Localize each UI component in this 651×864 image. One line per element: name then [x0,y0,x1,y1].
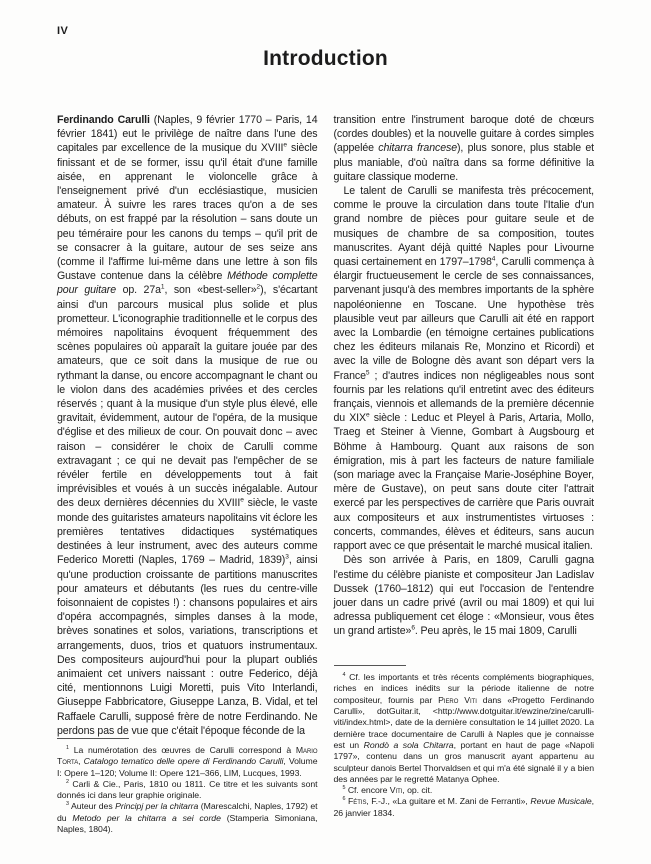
footnote-separator [334,665,406,666]
text-columns [57,113,595,835]
body-paragraph: transition entre l'instrument baroque doté de chœurs (cordes doubles) et la nouvelle guitare à cordes simples (appelée chitarra francese), plus sonore, plus stable et plus maniable, d'où naîtra dans sa forme définitive la guitare classique moderne. [333,114,594,183]
page-title: Introduction [263,47,388,70]
body-paragraph: Dès son arrivée à Paris, en 1809, Carulli gagna l'estime du célèbre pianiste et compositeur Jan Ladislav Dussek (1760–1812) qui eut l'occasion de l'entendre jouer dans un cadre privé (avril ou mai 1809) et qui lui adressa publiquement cet éloge : «Monsieur, vous êtes un grand artiste»$^6$. Peu après, le 15 mai 1809, Carulli [333,554,594,638]
body-paragraph: Le talent de Carulli se manifesta très précocement, comme le prouve la circulation dans toute l'Italie d'un grand nombre de pièces pour guitare seule et de musiques de chambre de sa composition, toutes manuscrites. Ayant déjà quitté Naples pour Livourne quasi certainement en 1797–1798$^4$, Carulli commença à élargir fructueusement le cercle de ses connaissances, parvenant jusqu'à des membres importants de la sphère napoléonienne en Toscane. Une hypothèse très plausible veut par ailleurs que Carulli ait été en rapport avec la Lombardie (en témoigne certaines publications chez les éditeurs milanais Re, Monzino et Ricordi) et avec la ville de Bologne dès avant son départ vers la France$^5$ ; d'autres indices non négligeables nous sont fournis par les relations qu'il entretint avec des éditeurs français, viennois et allemands de la première décennie du XIXe siècle : Leduc et Pleyel à Paris, Artaria, Mollo, Traeg et Steiner à Vienne, Gombart à Augsbourg et Böhme à Hambourg. Quant aux raisons de son émigration, mis à part les facteurs de nature familiale (son mariage avec la Française Marie-Joséphine Boyer, mère de Gustave), on peut sans doute citer l'attrait exercé par les perspectives de carrière que Paris ouvrait aux compositeurs et aux instrumentistes virtuoses : concerts, commandes, élèves et éditeurs, sans aucun rapport avec ce que présentait le marché musical italien. [333,185,595,553]
body-paragraph: Ferdinando Carulli (Naples, 9 février 1770 – Paris, 14 février 1841) eut le privilège de naître dans l'une des capitales par excellence de la musique du XVIIIe siècle finissant et de se former, issu qu'il était d'une famille aisée, en apprenant le violoncelle grâce à l'enseignement privé d'un ecclésiastique, musicien amateur. À suivre les rares traces qu'on a de ses débuts, on est frappé par la résolution – sans doute un peu téméraire pour les canons du temps – qu'il prit de se consacrer à la guitare, autour de ses seize ans (comme il l'affirme lui-même dans une lettre à son fils Gustave contenue dans la célèbre Méthode complette pour guitare op. $27a^1$, son «best-seller»$^2$), s'écartant ainsi d'un parcours musical plus solide et plus prometteur. L'iconographie traditionnelle et le corpus des mémoires napolitains évoquent fréquemment des scènes populaires où apparaît la guitare jouée par des amateurs, que ce soit dans la musique de rue ou rythmant la danse, ou encore accompagnant le chant ou le violon dans des académies privées et des cercles réservés ; quant à la musique d'un style plus élevé, elle gravitait, évidemment, autour de l'opéra, de la musique d'église et des milieux de cour. On pouvait donc – avec raison – considérer le choix de Carulli comme extravagant ; ce qui ne devait pas l'empêcher de se révéler fertile en développements tout à fait imprévisibles et voués à un succès inégalable. Autour des deux dernières décennies du XVIIIe siècle, le vaste monde des guitaristes amateurs napolitains vit éclore les premières tentatives didactiques systématiques destinées à leur instrument, avec des auteurs comme Federico Moretti (Naples, 1769 – Madrid, 1839)$^3$, ainsi qu'une production croissante de partitions manuscrites pour amateurs et débutants (les rues du centre-ville foisonnaient de copistes !) : chansons populaires et airs d'opéra accompagnés, simples danses à la mode, brèves sonatines et solos, variations, transcriptions et arrangements, duos, trios et quatuors instrumentaux. Des compositeurs aujourd'hui pour la plupart oubliés animaient cet univers naissant : outre Federico, déjà cité, mentionnons Luigi Moretti, puis Vito Interlandi, Giuseppe Fabbricatore, Giuseppe Lanza, B. Vidal, et tel Raffaele Carulli, supposé frère de notre Ferdinando. Ne perdons pas de vue que c'était l'époque féconde de la [57,114,318,737]
footnote: $^4$ Cf. les importants et très récents compléments biographiques, riches en indices inédits sur la période italienne de notre compositeur, fournis par Piero Viti dans «Progetto Ferdinando Carulli», dotGuitar.it, <http://www.dotguitar.it/ewzine/zine/carulli-viti/index.html>, date de la dernière consultation le 14 juillet 2020. La dernière trace documentaire de Carulli à Naples que je connaisse est un Rondò a sola Chitarra, portant en haut de page «Napoli 1797», contenu dans un gros manuscrit ayant appartenu au sculpteur danois Bertel Thorvaldsen et qui m'a été signalé il y a bien des années par le regretté Matanya Ophee. [333,672,594,784]
left-footnotes [57,738,318,835]
right-column [334,113,595,819]
footnote-separator [57,738,129,739]
page-number: IV [57,25,69,37]
footnote: $^3$ Auteur des Principj per la chitarra (Marescalchi, Naples, 1792) et du Metodo per la chitarra a sei corde (Stamperia Simoniana, Naples, 1804). [57,801,318,835]
footnote: $^1$ La numérotation des œuvres de Carulli correspond à Mario Torta, Catalogo tematico delle opere di Ferdinando Carulli, Volume I: Opere 1–120; Volume II: Opere 121–366, LIM, Lucques, 1993. [57,744,318,778]
left-column [57,113,318,835]
left-column-text [57,113,318,738]
footnote: $^6$ Fétis, F.-J., «La guitare et M. Zani de Ferranti», Revue Musicale, 26 janvier 1834. [333,796,594,818]
right-footnotes [334,665,595,819]
footnote: $^2$ Carli & Cie., Paris, 1810 ou 1811. Ce titre et les suivants sont donnés ici dans leur graphie originale. [57,778,318,801]
footnote: $^5$ Cf. encore Viti, op. cit. [342,785,433,796]
right-column-text [334,113,595,639]
